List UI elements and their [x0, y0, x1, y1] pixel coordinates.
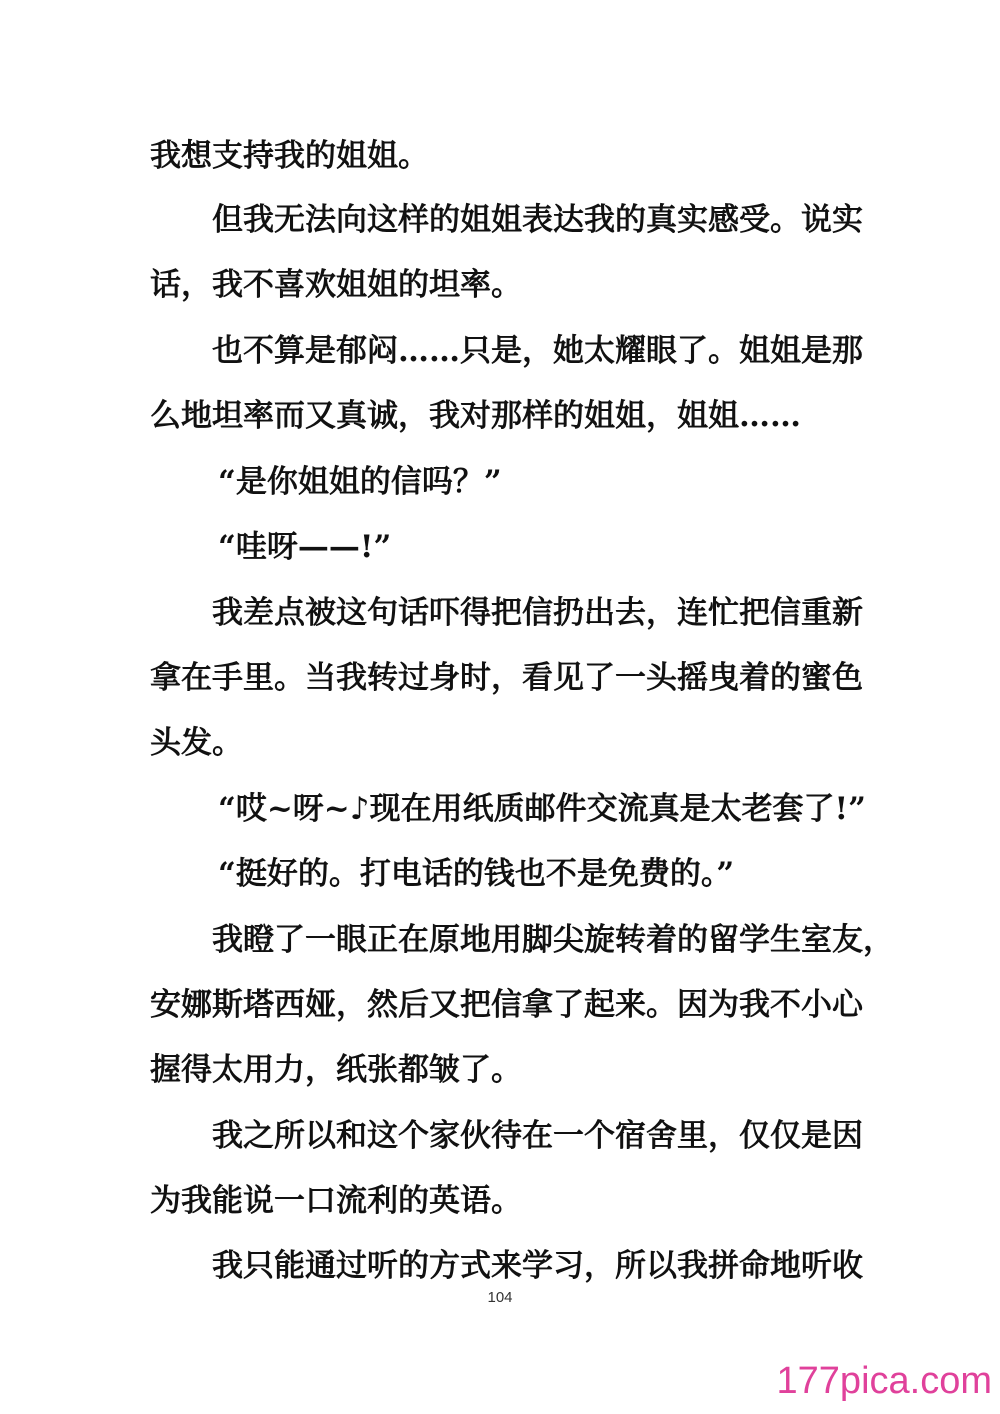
text-line-10: 头发。 — [150, 725, 243, 761]
text-line-12: “挺好的。打电话的钱也不是免费的。” — [218, 856, 735, 892]
text-line-4: 也不算是郁闷……只是，她太耀眼了。姐姐是那 — [212, 333, 863, 369]
text-line-7: “哇呀——!” — [218, 529, 392, 565]
text-line-15: 握得太用力，纸张都皱了。 — [150, 1052, 522, 1088]
text-line-16: 我之所以和这个家伙待在一个宿舍里，仅仅是因 — [212, 1118, 863, 1154]
text-line-8: 我差点被这句话吓得把信扔出去，连忙把信重新 — [212, 595, 863, 631]
text-line-6: “是你姐姐的信吗？” — [218, 464, 502, 500]
text-line-11: “哎~呀~♪现在用纸质邮件交流真是太老套了!” — [218, 791, 867, 827]
text-line-14: 安娜斯塔西娅，然后又把信拿了起来。因为我不小心 — [150, 987, 863, 1023]
text-line-18: 我只能通过听的方式来学习，所以我拼命地听收 — [212, 1248, 863, 1284]
text-line-5: 么地坦率而又真诚，我对那样的姐姐，姐姐…… — [150, 398, 801, 434]
text-line-3: 话，我不喜欢姐姐的坦率。 — [150, 267, 522, 303]
page-number: 104 — [487, 1289, 513, 1306]
text-line-17: 为我能说一口流利的英语。 — [150, 1183, 522, 1219]
text-line-9: 拿在手里。当我转过身时，看见了一头摇曳着的蜜色 — [150, 660, 863, 696]
text-line-1: 我想支持我的姐姐。 — [150, 138, 429, 174]
text-line-2: 但我无法向这样的姐姐表达我的真实感受。说实 — [212, 202, 863, 238]
text-line-13: 我瞪了一眼正在原地用脚尖旋转着的留学生室友， — [212, 922, 894, 958]
watermark-text: 177pica.com — [776, 1360, 992, 1402]
